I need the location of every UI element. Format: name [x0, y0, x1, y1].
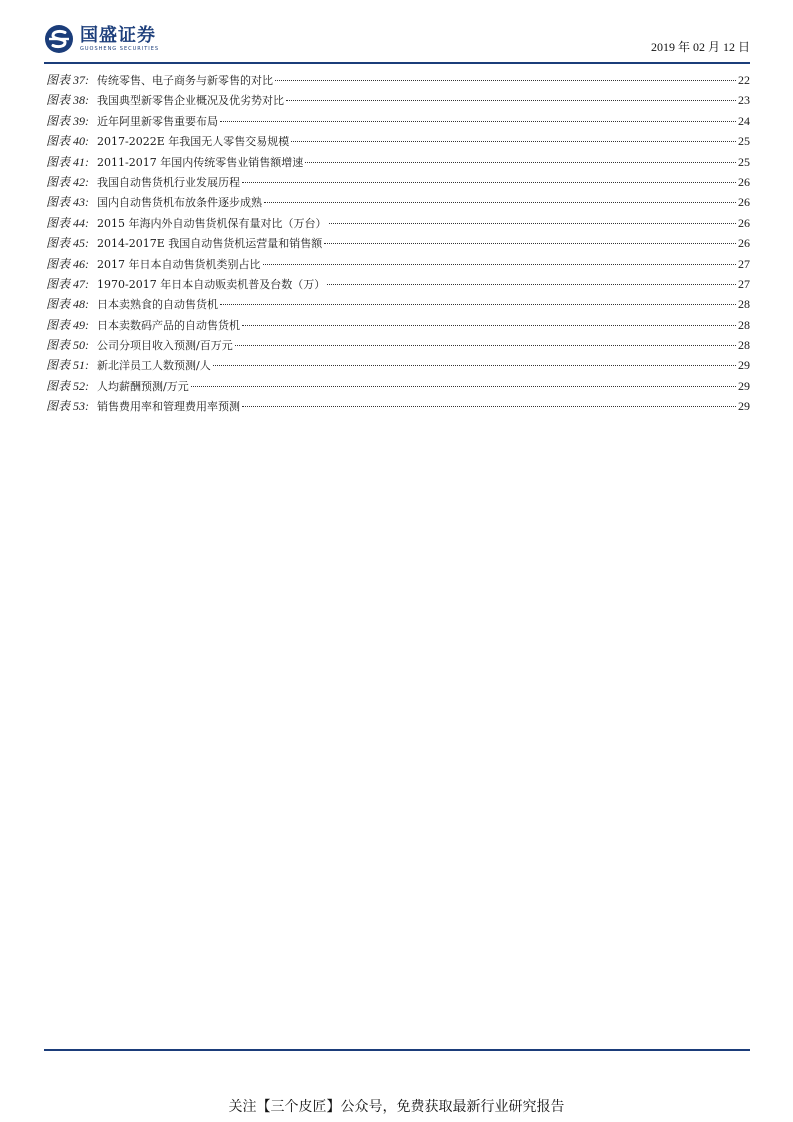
toc-entry-title: 日本卖熟食的自动售货机: [97, 298, 218, 312]
toc-entry-page-number: 28: [738, 317, 750, 332]
toc-entry[interactable]: [46, 335, 750, 355]
toc-entry-title: 新北洋员工人数预测/人: [97, 359, 211, 373]
toc-dot-leader: [329, 223, 737, 224]
toc-entry-page-number: 29: [738, 378, 750, 393]
footer-promo-text: 关注【三个皮匠】公众号，免费获取最新行业研究报告: [228, 1099, 565, 1115]
toc-dot-leader: [305, 162, 736, 163]
toc-entry-page-number: 26: [738, 195, 750, 210]
toc-entry-label: 图表 53:: [46, 399, 89, 414]
toc-entry-title: 我国典型新零售企业概况及优劣势对比: [97, 94, 284, 108]
brand-name-en: GUOSHENG SECURITIES: [80, 45, 160, 52]
toc-entry-label: 图表 51:: [46, 358, 89, 373]
toc-entry-label: 图表 39:: [46, 113, 89, 128]
toc-entry-label: 图表 42:: [46, 174, 89, 189]
toc-entry-label: 图表 48:: [46, 297, 89, 312]
page-header: [44, 22, 750, 62]
figure-index-list: [46, 70, 750, 417]
toc-entry-label: 图表 37:: [46, 73, 89, 87]
toc-entry-title: 人均薪酬预测/万元: [97, 379, 189, 393]
toc-dot-leader: [263, 264, 737, 265]
toc-entry-label: 图表 40:: [46, 134, 89, 149]
toc-entry-title: 1970-2017 年日本自动贩卖机普及台数（万）: [97, 277, 326, 291]
toc-entry-page-number: 26: [738, 236, 750, 251]
company-logo: [44, 24, 159, 54]
toc-entry-page-number: 28: [738, 338, 750, 353]
toc-entry[interactable]: [46, 213, 750, 233]
toc-dot-leader: [327, 284, 736, 285]
toc-entry[interactable]: [46, 152, 750, 172]
toc-entry-title: 销售费用率和管理费用率预测: [97, 400, 240, 414]
toc-dot-leader: [191, 386, 736, 387]
toc-entry[interactable]: [46, 396, 750, 416]
toc-entry-page-number: 25: [738, 134, 750, 149]
brand-name-cn: 国盛证券: [80, 24, 156, 46]
toc-entry-page-number: 27: [738, 256, 750, 271]
toc-entry-title: 传统零售、电子商务与新零售的对比: [97, 74, 273, 87]
toc-entry-title: 2017 年日本自动售货机类别占比: [97, 257, 261, 271]
toc-entry-page-number: 24: [738, 113, 750, 128]
toc-entry-title: 2015 年海内外自动售货机保有量对比（万台）: [97, 216, 327, 230]
toc-entry-label: 图表 49:: [46, 317, 89, 332]
toc-entry-page-number: 28: [738, 297, 750, 312]
toc-entry-title: 2011-2017 年国内传统零售业销售额增速: [97, 155, 304, 169]
toc-dot-leader: [286, 100, 736, 101]
toc-entry[interactable]: [46, 192, 750, 212]
toc-entry[interactable]: [46, 376, 750, 396]
toc-entry-page-number: 26: [738, 174, 750, 189]
toc-dot-leader: [324, 243, 736, 244]
toc-entry-page-number: 29: [738, 358, 750, 373]
toc-dot-leader: [242, 406, 736, 407]
toc-entry[interactable]: [46, 131, 750, 151]
toc-dot-leader: [235, 345, 736, 346]
toc-dot-leader: [220, 121, 736, 122]
toc-entry-page-number: 25: [738, 154, 750, 169]
report-date: 2019 年 02 月 12 日: [650, 40, 750, 54]
toc-entry-label: 图表 43:: [46, 195, 89, 210]
toc-entry[interactable]: [46, 315, 750, 335]
toc-dot-leader: [275, 80, 736, 81]
toc-entry[interactable]: [46, 233, 750, 253]
toc-dot-leader: [242, 182, 736, 183]
toc-dot-leader: [213, 365, 736, 366]
toc-entry[interactable]: [46, 274, 750, 294]
toc-entry[interactable]: [46, 90, 750, 110]
toc-entry-label: 图表 41:: [46, 154, 89, 169]
toc-entry[interactable]: [46, 70, 750, 90]
toc-entry-page-number: 29: [738, 399, 750, 414]
toc-dot-leader: [264, 202, 736, 203]
toc-entry-label: 图表 50:: [46, 338, 89, 353]
toc-entry-page-number: 26: [738, 215, 750, 230]
toc-dot-leader: [291, 141, 736, 142]
toc-entry-title: 我国自动售货机行业发展历程: [97, 175, 240, 189]
toc-entry-label: 图表 45:: [46, 236, 89, 251]
toc-entry-page-number: 27: [738, 276, 750, 291]
toc-entry-title: 近年阿里新零售重要布局: [97, 114, 218, 128]
toc-entry-label: 图表 38:: [46, 93, 89, 108]
toc-entry[interactable]: [46, 254, 750, 274]
toc-entry-label: 图表 44:: [46, 215, 89, 230]
toc-entry-page-number: 22: [738, 73, 750, 87]
toc-dot-leader: [242, 325, 736, 326]
toc-entry-label: 图表 46:: [46, 256, 89, 271]
toc-entry-label: 图表 47:: [46, 276, 89, 291]
toc-entry[interactable]: [46, 111, 750, 131]
toc-entry-title: 国内自动售货机布放条件逐步成熟: [97, 196, 262, 210]
toc-entry-title: 2017-2022E 年我国无人零售交易规模: [97, 135, 290, 149]
toc-dot-leader: [220, 304, 736, 305]
header-divider: [44, 62, 750, 64]
toc-entry-page-number: 23: [738, 93, 750, 108]
toc-entry-title: 2014-2017E 我国自动售货机运营量和销售额: [97, 237, 323, 251]
guosheng-logo-icon: [44, 24, 74, 54]
toc-entry[interactable]: [46, 294, 750, 314]
toc-entry-title: 日本卖数码产品的自动售货机: [97, 318, 240, 332]
toc-entry[interactable]: [46, 355, 750, 375]
toc-entry-title: 公司分项目收入预测/百万元: [97, 339, 233, 353]
toc-entry-label: 图表 52:: [46, 378, 89, 393]
toc-entry[interactable]: [46, 172, 750, 192]
footer-divider: [44, 1049, 750, 1051]
